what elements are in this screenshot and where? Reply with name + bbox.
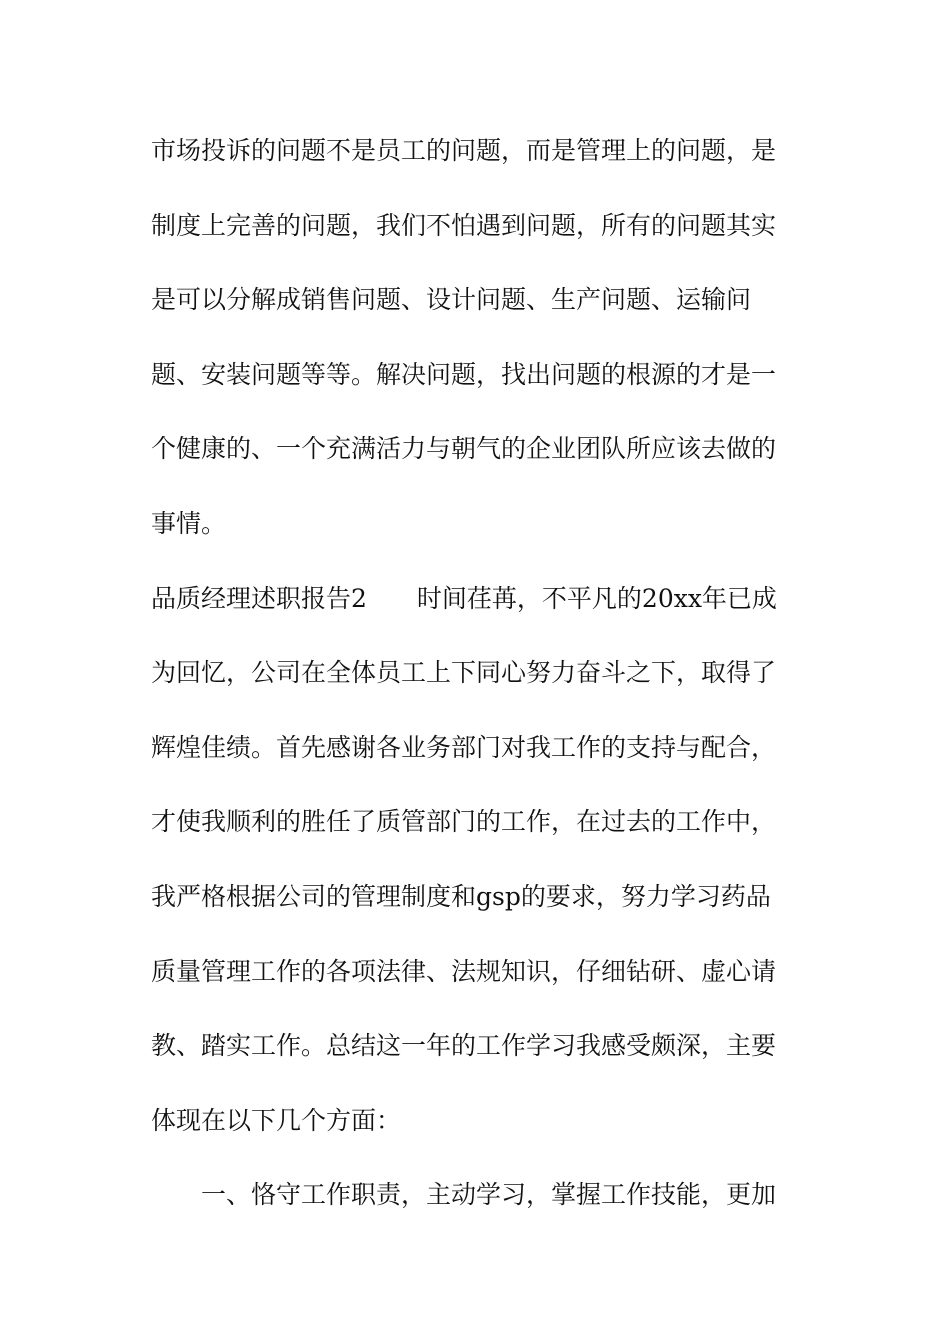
paragraph-line: 制度上完善的问题，我们不怕遇到问题，所有的问题其实 xyxy=(151,211,777,240)
paragraph-line: 市场投诉的问题不是员工的问题，而是管理上的问题，是 xyxy=(151,136,777,165)
paragraph-line: 题、安装问题等等。解决问题，找出问题的根源的才是一 xyxy=(151,360,777,389)
paragraph-line: 个健康的、一个充满活力与朝气的企业团队所应该去做的 xyxy=(151,434,777,463)
paragraph-line: 是可以分解成销售问题、设计问题、生产问题、运输问 xyxy=(151,285,752,314)
indented-paragraph-line: 一、恪守工作职责，主动学习，掌握工作技能，更加 xyxy=(201,1180,777,1209)
paragraph-line: 才使我顺利的胜任了质管部门的工作，在过去的工作中， xyxy=(151,807,777,836)
paragraph-line: 辉煌佳绩。首先感谢各业务部门对我工作的支持与配合， xyxy=(151,733,777,762)
paragraph-line: 质量管理工作的各项法律、法规知识，仔细钻研、虚心请 xyxy=(151,957,777,986)
section-opening-text: 时间荏苒，不平凡的20xx年已成 xyxy=(416,584,777,613)
paragraph-line: 我严格根据公司的管理制度和gsp的要求，努力学习药品 xyxy=(151,882,771,911)
paragraph-line: 事情。 xyxy=(151,509,227,538)
section-title: 品质经理述职报告2 xyxy=(151,584,367,613)
paragraph-line: 教、踏实工作。总结这一年的工作学习我感受颇深，主要 xyxy=(151,1031,777,1060)
paragraph-line: 为回忆，公司在全体员工上下同心努力奋斗之下，取得了 xyxy=(151,658,777,687)
section-heading-line xyxy=(151,584,777,614)
paragraph-line: 体现在以下几个方面： xyxy=(151,1106,402,1135)
